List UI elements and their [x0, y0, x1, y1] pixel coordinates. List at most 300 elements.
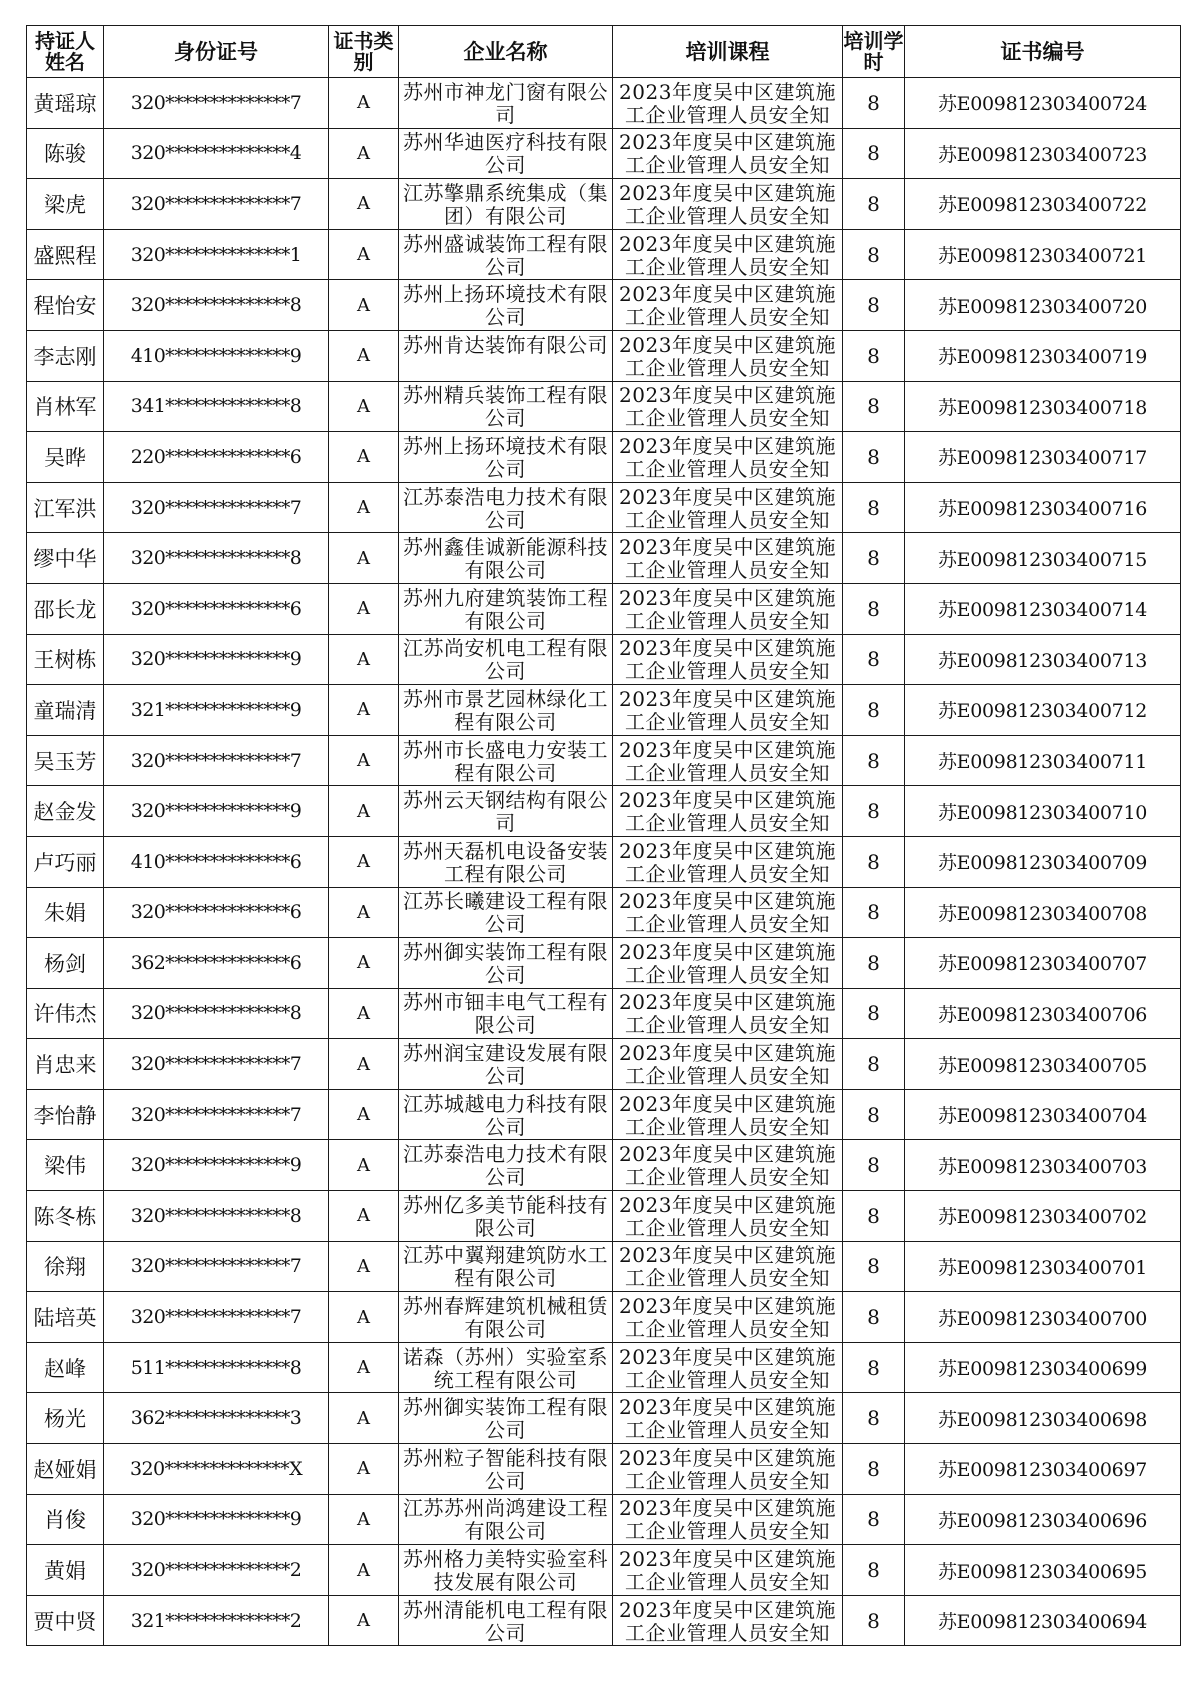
cell-cert-type: A	[329, 533, 399, 584]
table-row	[27, 685, 1181, 736]
cell-holder-name: 黄娟	[27, 1545, 104, 1596]
cell-cert-number: 苏E009812303400705	[905, 1039, 1181, 1090]
cell-course-text: 2023年度吴中区建筑施工企业管理人员安全知	[619, 939, 836, 987]
cell-cert-type: A	[329, 1191, 399, 1242]
table-row	[27, 330, 1181, 381]
cell-course-text: 2023年度吴中区建筑施工企业管理人员安全知	[619, 332, 836, 380]
cell-id-number: 320**************X	[104, 1444, 329, 1495]
cell-cert-type: A	[329, 634, 399, 685]
cell-course	[613, 179, 843, 230]
cell-id-number: 362**************3	[104, 1393, 329, 1444]
header-holder-name: 持证人姓名	[27, 26, 104, 78]
cell-cert-type: A	[329, 179, 399, 230]
certificate-table	[26, 25, 1181, 1646]
cell-id-number: 362**************6	[104, 938, 329, 989]
cell-id-number: 320**************8	[104, 988, 329, 1039]
cell-hours: 8	[843, 128, 905, 179]
cell-company-text: 苏州盛诚装饰工程有限公司	[403, 231, 608, 279]
cell-cert-type: A	[329, 786, 399, 837]
header-hours: 培训学时	[843, 26, 905, 78]
cell-company-text: 苏州粒子智能科技有限公司	[403, 1445, 608, 1493]
table-row	[27, 533, 1181, 584]
cell-cert-type: A	[329, 1089, 399, 1140]
cell-id-number: 321**************9	[104, 685, 329, 736]
table-row	[27, 1342, 1181, 1393]
cell-cert-type: A	[329, 280, 399, 331]
cell-cert-number: 苏E009812303400709	[905, 836, 1181, 887]
cell-course-text: 2023年度吴中区建筑施工企业管理人员安全知	[619, 433, 836, 481]
cell-cert-number: 苏E009812303400698	[905, 1393, 1181, 1444]
cell-company-text: 苏州润宝建设发展有限公司	[403, 1041, 608, 1089]
cell-cert-number: 苏E009812303400704	[905, 1089, 1181, 1140]
table-row	[27, 482, 1181, 533]
cell-course-text: 2023年度吴中区建筑施工企业管理人员安全知	[619, 1597, 836, 1645]
cell-hours: 8	[843, 1140, 905, 1191]
cell-hours: 8	[843, 533, 905, 584]
cell-id-number: 320**************7	[104, 482, 329, 533]
cell-holder-name: 许伟杰	[27, 988, 104, 1039]
cell-id-number: 511**************8	[104, 1342, 329, 1393]
cell-course	[613, 432, 843, 483]
cell-holder-name: 江军洪	[27, 482, 104, 533]
header-cert-type: 证书类别	[329, 26, 399, 78]
cell-id-number: 320**************4	[104, 128, 329, 179]
cell-company-text: 江苏中翼翔建筑防水工程有限公司	[403, 1243, 608, 1291]
cell-cert-type: A	[329, 1140, 399, 1191]
cell-company	[399, 1393, 613, 1444]
cell-cert-type: A	[329, 887, 399, 938]
cell-company	[399, 938, 613, 989]
cell-cert-type: A	[329, 583, 399, 634]
cell-cert-number: 苏E009812303400723	[905, 128, 1181, 179]
cell-company	[399, 179, 613, 230]
cell-cert-number: 苏E009812303400706	[905, 988, 1181, 1039]
cell-holder-name: 黄瑶琼	[27, 78, 104, 129]
cell-course-text: 2023年度吴中区建筑施工企业管理人员安全知	[619, 1091, 836, 1139]
cell-course-text: 2023年度吴中区建筑施工企业管理人员安全知	[619, 838, 836, 886]
cell-course	[613, 1494, 843, 1545]
cell-company	[399, 583, 613, 634]
cell-hours: 8	[843, 1545, 905, 1596]
cell-hours: 8	[843, 1595, 905, 1646]
cell-id-number: 320**************7	[104, 179, 329, 230]
cell-cert-number: 苏E009812303400714	[905, 583, 1181, 634]
table-row	[27, 78, 1181, 129]
cell-holder-name: 吴玉芳	[27, 735, 104, 786]
cell-cert-type: A	[329, 1393, 399, 1444]
table-row	[27, 735, 1181, 786]
cell-company	[399, 685, 613, 736]
cell-company-text: 苏州春辉建筑机械租赁有限公司	[403, 1294, 608, 1342]
cell-course	[613, 533, 843, 584]
cell-course-text: 2023年度吴中区建筑施工企业管理人员安全知	[619, 79, 836, 127]
cell-hours: 8	[843, 634, 905, 685]
cell-hours: 8	[843, 1191, 905, 1242]
cell-company	[399, 836, 613, 887]
cell-cert-type: A	[329, 1595, 399, 1646]
cell-hours: 8	[843, 786, 905, 837]
cell-cert-number: 苏E009812303400712	[905, 685, 1181, 736]
cell-company-text: 苏州鑫佳诚新能源科技有限公司	[403, 535, 608, 583]
table-row	[27, 1444, 1181, 1495]
cell-hours: 8	[843, 330, 905, 381]
cell-course	[613, 988, 843, 1039]
table-row	[27, 1595, 1181, 1646]
cell-id-number: 320**************6	[104, 887, 329, 938]
cell-company	[399, 128, 613, 179]
cell-company	[399, 988, 613, 1039]
cell-course-text: 2023年度吴中区建筑施工企业管理人员安全知	[619, 1496, 836, 1544]
cell-company-text: 苏州市钿丰电气工程有限公司	[403, 990, 608, 1038]
cell-course	[613, 229, 843, 280]
cell-course-text: 2023年度吴中区建筑施工企业管理人员安全知	[619, 737, 836, 785]
cell-company-text: 苏州天磊机电设备安装工程有限公司	[403, 838, 608, 886]
cell-cert-number: 苏E009812303400708	[905, 887, 1181, 938]
cell-cert-number: 苏E009812303400713	[905, 634, 1181, 685]
cell-holder-name: 赵峰	[27, 1342, 104, 1393]
table-row	[27, 938, 1181, 989]
cell-company-text: 江苏城越电力科技有限公司	[403, 1091, 608, 1139]
cell-company-text: 苏州肯达装饰有限公司	[403, 332, 608, 357]
cell-course	[613, 836, 843, 887]
cell-cert-number: 苏E009812303400721	[905, 229, 1181, 280]
cell-company-text: 苏州御实装饰工程有限公司	[403, 939, 608, 987]
cell-id-number: 320**************8	[104, 533, 329, 584]
cell-course	[613, 1393, 843, 1444]
cell-company-text: 诺森（苏州）实验室系统工程有限公司	[403, 1344, 608, 1392]
cell-course-text: 2023年度吴中区建筑施工企业管理人员安全知	[619, 1243, 836, 1291]
cell-hours: 8	[843, 280, 905, 331]
table-row	[27, 583, 1181, 634]
cell-course	[613, 1140, 843, 1191]
table-row	[27, 1393, 1181, 1444]
cell-company-text: 江苏泰浩电力技术有限公司	[403, 484, 608, 532]
table-row	[27, 128, 1181, 179]
table-row	[27, 836, 1181, 887]
cell-holder-name: 杨剑	[27, 938, 104, 989]
cell-course-text: 2023年度吴中区建筑施工企业管理人员安全知	[619, 990, 836, 1038]
cell-company	[399, 1342, 613, 1393]
cell-holder-name: 缪中华	[27, 533, 104, 584]
cell-company-text: 江苏尚安机电工程有限公司	[403, 636, 608, 684]
cell-cert-type: A	[329, 1342, 399, 1393]
cell-course-text: 2023年度吴中区建筑施工企业管理人员安全知	[619, 383, 836, 431]
cell-company	[399, 634, 613, 685]
cell-cert-number: 苏E009812303400722	[905, 179, 1181, 230]
cell-company-text: 江苏苏州尚鸿建设工程有限公司	[403, 1496, 608, 1544]
cell-holder-name: 肖林军	[27, 381, 104, 432]
cell-company-text: 苏州市神龙门窗有限公司	[403, 79, 608, 127]
cell-hours: 8	[843, 735, 905, 786]
cell-course	[613, 128, 843, 179]
cell-course-text: 2023年度吴中区建筑施工企业管理人员安全知	[619, 180, 836, 228]
cell-course	[613, 735, 843, 786]
table-row	[27, 1292, 1181, 1343]
cell-company-text: 江苏泰浩电力技术有限公司	[403, 1142, 608, 1190]
cell-cert-type: A	[329, 685, 399, 736]
cell-company	[399, 1140, 613, 1191]
cell-course-text: 2023年度吴中区建筑施工企业管理人员安全知	[619, 282, 836, 330]
cell-course-text: 2023年度吴中区建筑施工企业管理人员安全知	[619, 1344, 836, 1392]
header-cert-number: 证书编号	[905, 26, 1181, 78]
cell-holder-name: 梁伟	[27, 1140, 104, 1191]
cell-cert-number: 苏E009812303400715	[905, 533, 1181, 584]
cell-holder-name: 盛熙程	[27, 229, 104, 280]
cell-course-text: 2023年度吴中区建筑施工企业管理人员安全知	[619, 1547, 836, 1595]
cell-hours: 8	[843, 381, 905, 432]
cell-id-number: 321**************2	[104, 1595, 329, 1646]
cell-course	[613, 685, 843, 736]
cell-cert-number: 苏E009812303400716	[905, 482, 1181, 533]
cell-holder-name: 程怡安	[27, 280, 104, 331]
table-row	[27, 280, 1181, 331]
cell-cert-number: 苏E009812303400702	[905, 1191, 1181, 1242]
cell-company-text: 苏州上扬环境技术有限公司	[403, 282, 608, 330]
cell-cert-number: 苏E009812303400697	[905, 1444, 1181, 1495]
cell-cert-type: A	[329, 229, 399, 280]
cell-holder-name: 卢巧丽	[27, 836, 104, 887]
cell-cert-type: A	[329, 836, 399, 887]
cell-company	[399, 381, 613, 432]
cell-cert-number: 苏E009812303400710	[905, 786, 1181, 837]
cell-id-number: 320**************6	[104, 583, 329, 634]
cell-hours: 8	[843, 432, 905, 483]
cell-cert-type: A	[329, 128, 399, 179]
cell-cert-number: 苏E009812303400699	[905, 1342, 1181, 1393]
cell-holder-name: 赵金发	[27, 786, 104, 837]
cell-company	[399, 1595, 613, 1646]
cell-company-text: 苏州御实装饰工程有限公司	[403, 1395, 608, 1443]
cell-holder-name: 李怡静	[27, 1089, 104, 1140]
cell-cert-type: A	[329, 1292, 399, 1343]
table-row	[27, 1191, 1181, 1242]
cell-company	[399, 482, 613, 533]
cell-company-text: 苏州亿多美节能科技有限公司	[403, 1192, 608, 1240]
cell-hours: 8	[843, 1292, 905, 1343]
header-id-number: 身份证号	[104, 26, 329, 78]
cell-company	[399, 735, 613, 786]
cell-company-text: 苏州市长盛电力安装工程有限公司	[403, 737, 608, 785]
cell-course	[613, 482, 843, 533]
cell-course-text: 2023年度吴中区建筑施工企业管理人员安全知	[619, 1445, 836, 1493]
cell-id-number: 410**************6	[104, 836, 329, 887]
table-row	[27, 1241, 1181, 1292]
cell-course	[613, 330, 843, 381]
cell-company-text: 苏州精兵装饰工程有限公司	[403, 383, 608, 431]
cell-company-text: 苏州市景艺园林绿化工程有限公司	[403, 686, 608, 734]
cell-company	[399, 1039, 613, 1090]
cell-holder-name: 梁虎	[27, 179, 104, 230]
cell-course-text: 2023年度吴中区建筑施工企业管理人员安全知	[619, 1395, 836, 1443]
cell-holder-name: 童瑞清	[27, 685, 104, 736]
cell-cert-type: A	[329, 432, 399, 483]
cell-cert-number: 苏E009812303400695	[905, 1545, 1181, 1596]
cell-hours: 8	[843, 887, 905, 938]
table-row	[27, 432, 1181, 483]
cell-course	[613, 1444, 843, 1495]
cell-course-text: 2023年度吴中区建筑施工企业管理人员安全知	[619, 686, 836, 734]
cell-company	[399, 786, 613, 837]
cell-cert-number: 苏E009812303400711	[905, 735, 1181, 786]
header-company: 企业名称	[399, 26, 613, 78]
cell-hours: 8	[843, 1444, 905, 1495]
cell-cert-number: 苏E009812303400694	[905, 1595, 1181, 1646]
cell-course	[613, 1595, 843, 1646]
table-row	[27, 887, 1181, 938]
cell-hours: 8	[843, 938, 905, 989]
cell-holder-name: 杨光	[27, 1393, 104, 1444]
table-row	[27, 786, 1181, 837]
cell-course	[613, 938, 843, 989]
cell-id-number: 220**************6	[104, 432, 329, 483]
cell-course	[613, 78, 843, 129]
cell-holder-name: 徐翔	[27, 1241, 104, 1292]
cell-company	[399, 280, 613, 331]
cell-company	[399, 78, 613, 129]
cell-company-text: 苏州清能机电工程有限公司	[403, 1597, 608, 1645]
cell-holder-name: 朱娟	[27, 887, 104, 938]
table-row	[27, 381, 1181, 432]
cell-cert-number: 苏E009812303400707	[905, 938, 1181, 989]
table-row	[27, 229, 1181, 280]
cell-holder-name: 邵长龙	[27, 583, 104, 634]
cell-id-number: 341**************8	[104, 381, 329, 432]
cell-company-text: 江苏擎鼎系统集成（集团）有限公司	[403, 180, 608, 228]
cell-course	[613, 1342, 843, 1393]
cell-id-number: 320**************1	[104, 229, 329, 280]
cell-holder-name: 吴晔	[27, 432, 104, 483]
cell-course-text: 2023年度吴中区建筑施工企业管理人员安全知	[619, 231, 836, 279]
cell-course	[613, 280, 843, 331]
cell-company	[399, 1494, 613, 1545]
table-row	[27, 179, 1181, 230]
cell-course-text: 2023年度吴中区建筑施工企业管理人员安全知	[619, 535, 836, 583]
cell-cert-type: A	[329, 1241, 399, 1292]
cell-cert-number: 苏E009812303400718	[905, 381, 1181, 432]
cell-cert-type: A	[329, 330, 399, 381]
cell-company-text: 苏州华迪医疗科技有限公司	[403, 130, 608, 178]
cell-id-number: 320**************9	[104, 634, 329, 685]
cell-company-text: 苏州云天钢结构有限公司	[403, 788, 608, 836]
cell-cert-type: A	[329, 1039, 399, 1090]
cell-company	[399, 887, 613, 938]
table-row	[27, 988, 1181, 1039]
cell-hours: 8	[843, 1494, 905, 1545]
cell-course	[613, 583, 843, 634]
cell-company	[399, 1292, 613, 1343]
cell-company-text: 苏州九府建筑装饰工程有限公司	[403, 585, 608, 633]
cell-cert-number: 苏E009812303400720	[905, 280, 1181, 331]
cell-course	[613, 887, 843, 938]
cell-course-text: 2023年度吴中区建筑施工企业管理人员安全知	[619, 130, 836, 178]
cell-hours: 8	[843, 1393, 905, 1444]
cell-cert-type: A	[329, 988, 399, 1039]
cell-course	[613, 1191, 843, 1242]
cell-hours: 8	[843, 583, 905, 634]
cell-holder-name: 李志刚	[27, 330, 104, 381]
cell-id-number: 320**************7	[104, 735, 329, 786]
cell-course	[613, 1039, 843, 1090]
cell-course	[613, 1241, 843, 1292]
cell-id-number: 320**************8	[104, 1191, 329, 1242]
cell-company	[399, 1545, 613, 1596]
cell-cert-number: 苏E009812303400701	[905, 1241, 1181, 1292]
cell-company-text: 江苏长曦建设工程有限公司	[403, 889, 608, 937]
cell-company	[399, 1191, 613, 1242]
cell-course-text: 2023年度吴中区建筑施工企业管理人员安全知	[619, 889, 836, 937]
cell-id-number: 320**************9	[104, 1494, 329, 1545]
cell-cert-type: A	[329, 381, 399, 432]
cell-cert-type: A	[329, 1444, 399, 1495]
cell-cert-type: A	[329, 1494, 399, 1545]
cell-course	[613, 1292, 843, 1343]
cell-hours: 8	[843, 1342, 905, 1393]
cell-hours: 8	[843, 1241, 905, 1292]
cell-course-text: 2023年度吴中区建筑施工企业管理人员安全知	[619, 1041, 836, 1089]
cell-course-text: 2023年度吴中区建筑施工企业管理人员安全知	[619, 484, 836, 532]
header-row	[27, 26, 1181, 78]
cell-course	[613, 634, 843, 685]
cell-course-text: 2023年度吴中区建筑施工企业管理人员安全知	[619, 1294, 836, 1342]
cell-course-text: 2023年度吴中区建筑施工企业管理人员安全知	[619, 1192, 836, 1240]
cell-id-number: 320**************7	[104, 78, 329, 129]
cell-company	[399, 432, 613, 483]
cell-holder-name: 王树栋	[27, 634, 104, 685]
cell-cert-number: 苏E009812303400719	[905, 330, 1181, 381]
cell-cert-type: A	[329, 1545, 399, 1596]
cell-cert-number: 苏E009812303400700	[905, 1292, 1181, 1343]
cell-hours: 8	[843, 685, 905, 736]
cell-course	[613, 1545, 843, 1596]
cell-cert-number: 苏E009812303400703	[905, 1140, 1181, 1191]
cell-hours: 8	[843, 1039, 905, 1090]
table-row	[27, 1545, 1181, 1596]
table-row	[27, 1140, 1181, 1191]
cell-cert-type: A	[329, 78, 399, 129]
cell-hours: 8	[843, 229, 905, 280]
cell-holder-name: 陆培英	[27, 1292, 104, 1343]
cell-hours: 8	[843, 836, 905, 887]
table-row	[27, 634, 1181, 685]
cell-holder-name: 肖俊	[27, 1494, 104, 1545]
cell-company-text: 苏州上扬环境技术有限公司	[403, 433, 608, 481]
cell-course-text: 2023年度吴中区建筑施工企业管理人员安全知	[619, 585, 836, 633]
cell-company	[399, 1444, 613, 1495]
cell-cert-type: A	[329, 938, 399, 989]
cell-cert-number: 苏E009812303400717	[905, 432, 1181, 483]
table-row	[27, 1089, 1181, 1140]
cell-id-number: 320**************2	[104, 1545, 329, 1596]
cell-holder-name: 陈冬栋	[27, 1191, 104, 1242]
cell-company-text: 苏州格力美特实验室科技发展有限公司	[403, 1547, 608, 1595]
cell-hours: 8	[843, 482, 905, 533]
cell-hours: 8	[843, 78, 905, 129]
cell-id-number: 320**************7	[104, 1089, 329, 1140]
cell-company	[399, 1089, 613, 1140]
cell-course	[613, 786, 843, 837]
header-course: 培训课程	[613, 26, 843, 78]
table-row	[27, 1039, 1181, 1090]
cell-id-number: 320**************9	[104, 786, 329, 837]
cell-cert-type: A	[329, 735, 399, 786]
cell-id-number: 320**************9	[104, 1140, 329, 1191]
cell-cert-type: A	[329, 482, 399, 533]
table-row	[27, 1494, 1181, 1545]
cell-cert-number: 苏E009812303400724	[905, 78, 1181, 129]
cell-company	[399, 330, 613, 381]
cell-hours: 8	[843, 179, 905, 230]
cell-holder-name: 陈骏	[27, 128, 104, 179]
